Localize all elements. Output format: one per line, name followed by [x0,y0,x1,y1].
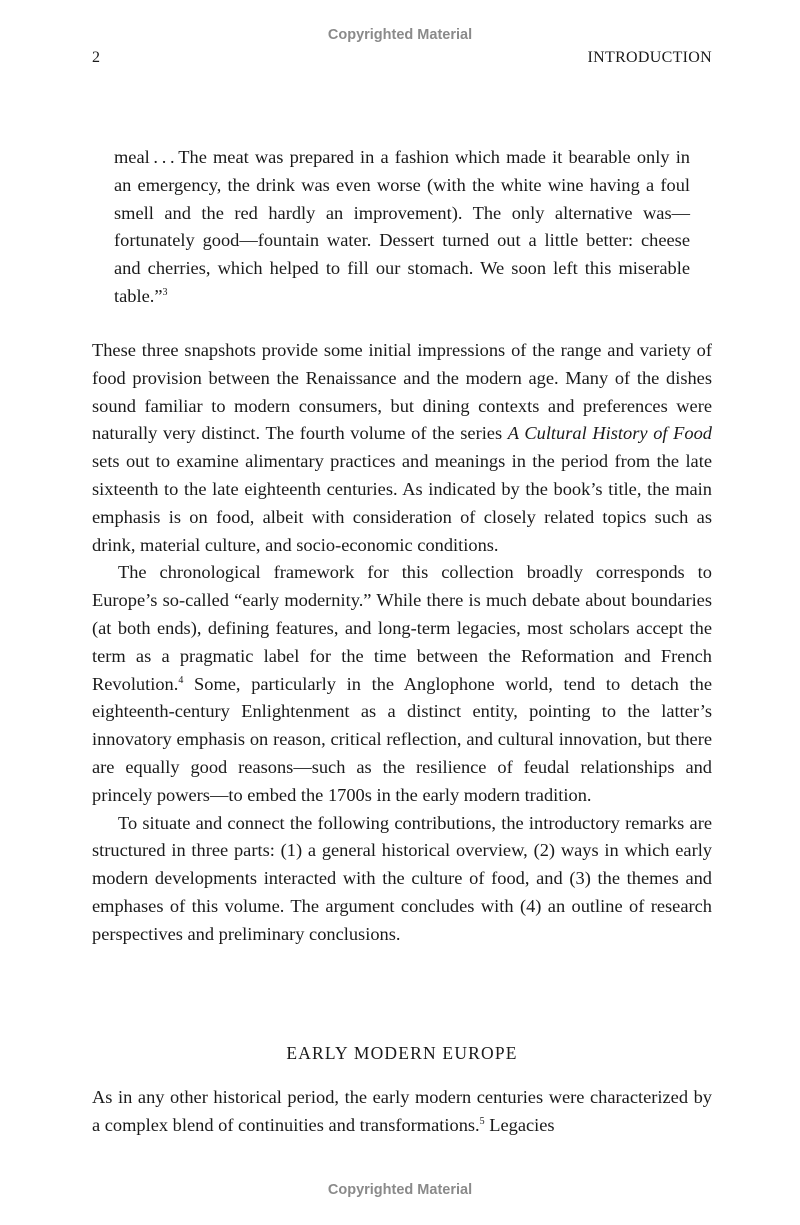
paragraph-1-text-b: sets out to examine alimentary practices and meanings in the period from the late sixteenth to the late eighteenth centuries. As indicated by the book’s title, the main emphasis is on food, albeit with consideration of closely related topics such as drink, material culture, and socio-economic conditions. [92,451,712,555]
paragraph-2 [92,559,712,809]
final-paragraph [92,1084,712,1140]
running-head-title: INTRODUCTION [587,49,712,66]
copyright-watermark-top: Copyrighted Material [327,27,473,43]
footnote-marker-5: 5 [479,1115,485,1127]
paragraph-1-text-a: These three snapshots provide some initial impressions of the range and variety of food provision between the Renaissance and the modern age. Many of the dishes sound familiar to modern consumers, but dining contexts and preferences were naturally very distinct. The fourth volume of the series [92,340,712,444]
page-number: 2 [92,49,101,66]
paragraph-3: To situate and connect the following contributions, the introductory remarks are structured in three parts: (1) a general historical overview, (2) ways in which early modern developments interacted with the culture of food, and (3) the themes and emphases of this volume. The argument concludes with (4) an outline of research perspectives and preliminary conclusions. [92,812,712,944]
block-quote-text: meal . . . The meat was prepared in a fashion which made it bearable only in an emergency, the drink was even worse (with the white wine having a foul smell and the red hardly an improvement). The only alternative was—fortunately good—fountain water. Dessert turned out a little better: cheese and cherries, which helped to fill our stomach. We soon left this miserable table.” [114,147,690,306]
copyright-watermark-bottom: Copyrighted Material [327,1182,473,1198]
final-paragraph-text-a: As in any other historical period, the early modern centuries were characterized by a complex blend of continuities and transformations. [92,1087,712,1135]
footnote-marker-3: 3 [162,286,168,298]
footnote-marker-4: 4 [178,674,184,686]
paragraph-2-text-b: Some, particularly in the Anglophone world, tend to detach the eighteenth-century Enlightenment as a distinct entity, pointing to the latter’s innovatory emphasis on reason, critical reflection, and cultural innovation, but there are equally good reasons—such as the resilience of feudal relationships and princely powers—to embed the 1700s in the early modern tradition. [92,673,712,805]
section-heading: EARLY MODERN EUROPE [286,1043,518,1063]
paragraph-2-text-a: The chronological framework for this collection broadly corresponds to Europe’s so-called “early modernity.” While there is much debate about boundaries (at both ends), defining features, and long-term legacies, most scholars accept the term as a pragmatic label for the time between the Reformation and French Revolution. [92,562,712,694]
book-title: A Cultural History of Food [507,423,712,444]
final-paragraph-text-b: Legacies [484,1114,555,1135]
body-text [92,337,712,949]
block-quote [114,144,690,311]
paragraph-1 [92,337,712,559]
